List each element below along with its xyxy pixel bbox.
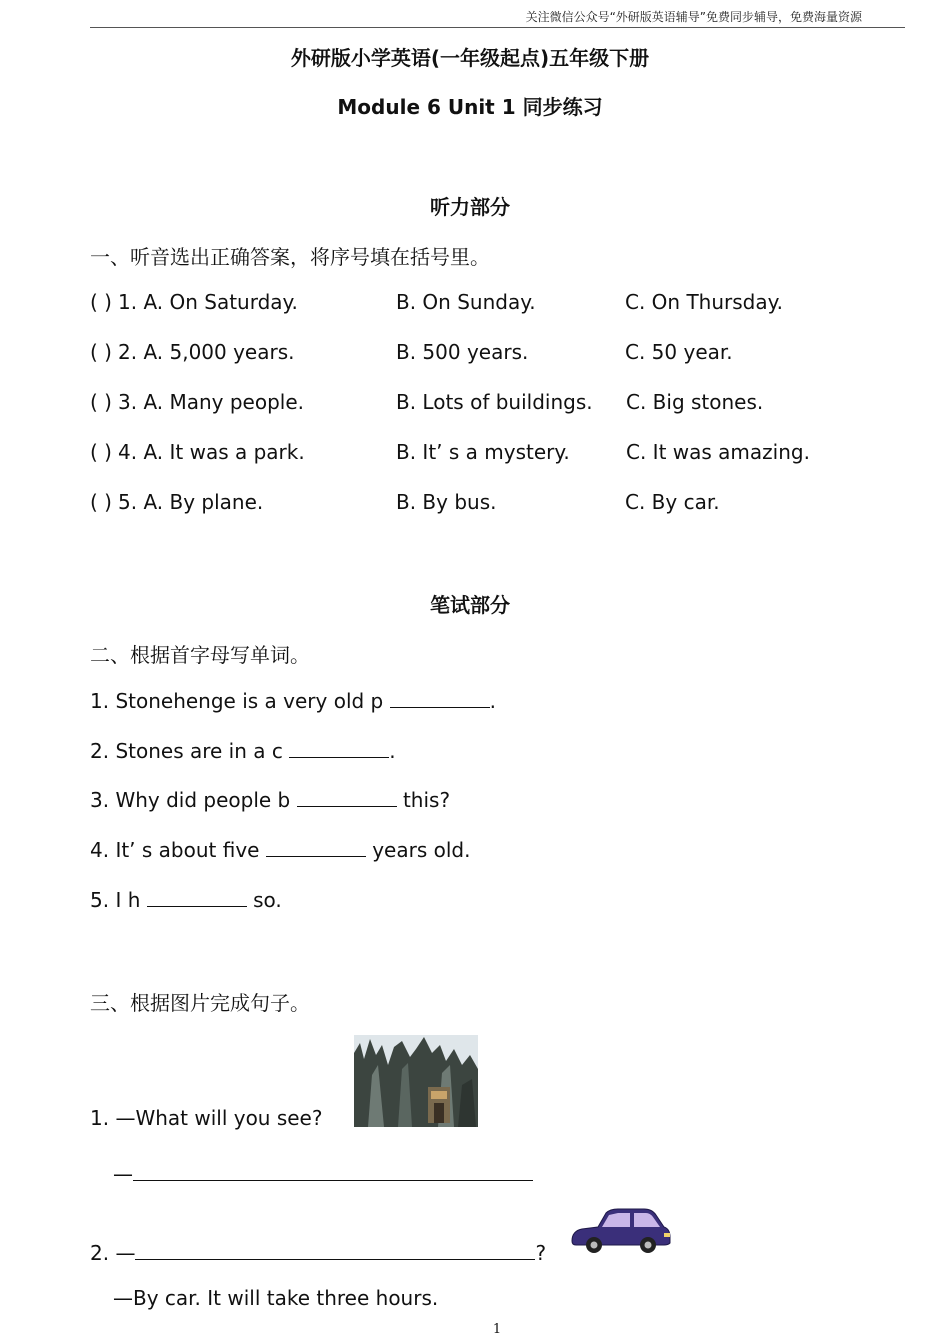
option-c: C. 50 year. [625,340,733,364]
item-text-end: this? [396,788,451,812]
option-b: B. Lots of buildings. [396,390,593,414]
fill-in-item [90,838,470,862]
question-mark: ? [535,1241,547,1265]
fill-in-item [90,788,450,812]
fill-in-item [90,888,282,912]
dash: — [113,1162,133,1186]
option-c: C. On Thursday. [625,290,783,314]
option-c: C. It was amazing. [626,440,810,464]
item-text-end: . [489,689,496,713]
listening-heading: 听力部分 [430,195,510,219]
option-a: 3. A. Many people. [118,390,305,414]
answer-bracket[interactable]: ( ) [90,490,112,514]
part2-instruction: 二、根据首字母写单词。 [90,643,310,667]
option-b: B. 500 years. [396,340,529,364]
option-c: C. Big stones. [626,390,764,414]
picture-question-1: 1. —What will you see? [90,1106,323,1130]
answer-blank[interactable] [266,838,366,857]
picture-answer-1 [113,1162,533,1186]
item-text-end: so. [246,888,282,912]
option-b: B. By bus. [396,490,497,514]
option-a: 5. A. By plane. [118,490,264,514]
answer-blank[interactable] [297,788,397,807]
item-text: 2. Stones are in a c [90,739,290,763]
header-note: 关注微信公众号“外研版英语辅导”免费同步辅导，免费海量资源 [525,10,862,24]
answer-bracket[interactable]: ( ) [90,390,112,414]
listening-question [90,490,850,520]
listening-question [90,390,850,420]
item-text: 1. Stonehenge is a very old p [90,689,390,713]
listening-question [90,290,850,320]
worksheet-subtitle: Module 6 Unit 1 同步练习 [337,95,603,119]
answer-blank[interactable] [133,1162,533,1181]
question-number: 2. — [90,1241,136,1265]
answer-blank[interactable] [289,739,389,758]
fill-in-item [90,739,396,763]
item-text: 5. I h [90,888,147,912]
listening-question [90,440,850,470]
option-c: C. By car. [625,490,720,514]
option-b: B. It’ s a mystery. [396,440,570,464]
answer-blank[interactable] [390,689,490,708]
item-text-end: . [389,739,396,763]
item-text: 4. It’ s about five [90,838,266,862]
answer-bracket[interactable]: ( ) [90,440,112,464]
car-picture [568,1205,672,1255]
page-number: 1 [492,1322,502,1337]
answer-blank[interactable] [135,1241,535,1260]
fill-in-item [90,689,496,713]
picture-question-2 [90,1241,546,1265]
answer-blank[interactable] [147,888,247,907]
stone-forest-picture [354,1035,478,1127]
writing-heading: 笔试部分 [430,593,510,617]
item-text-end: years old. [365,838,471,862]
listening-question [90,340,850,370]
option-a: 2. A. 5,000 years. [118,340,295,364]
option-a: 1. A. On Saturday. [118,290,298,314]
worksheet-title: 外研版小学英语(一年级起点)五年级下册 [290,46,650,70]
item-text: 3. Why did people b [90,788,297,812]
listening-instruction: 一、听音选出正确答案，将序号填在括号里。 [90,245,490,269]
header-divider [90,27,905,28]
part3-instruction: 三、根据图片完成句子。 [90,991,310,1015]
picture-answer-2: —By car. It will take three hours. [113,1286,439,1310]
option-a: 4. A. It was a park. [118,440,305,464]
answer-bracket[interactable]: ( ) [90,290,112,314]
answer-bracket[interactable]: ( ) [90,340,112,364]
option-b: B. On Sunday. [396,290,536,314]
